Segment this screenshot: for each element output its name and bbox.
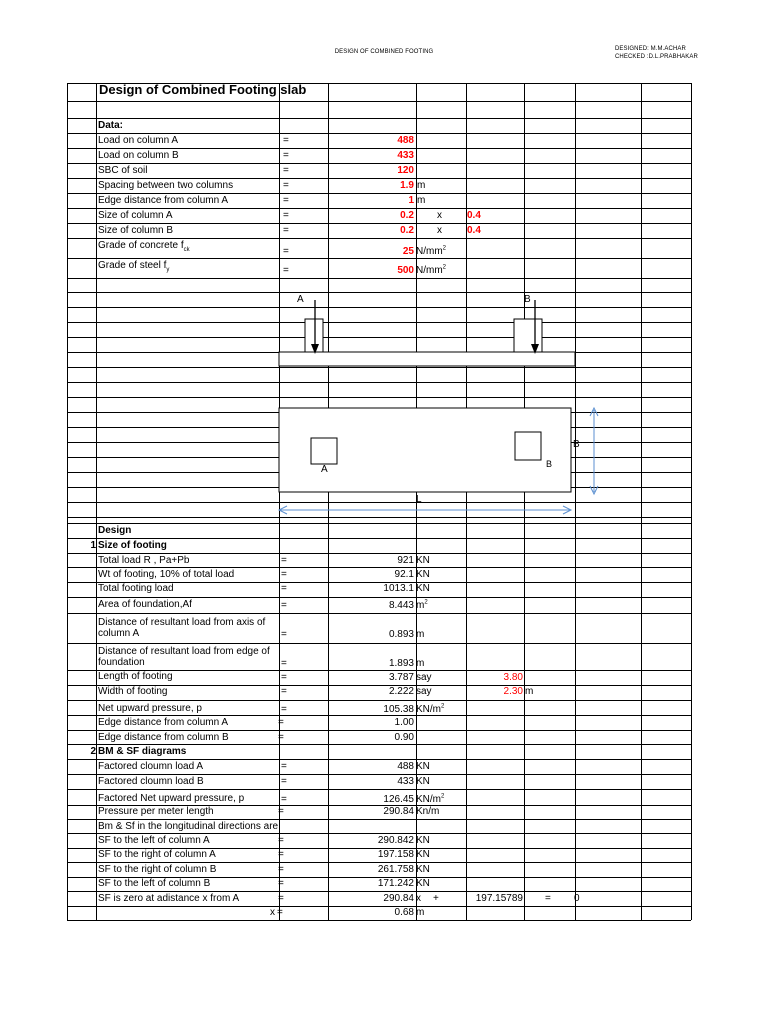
value-spacing: 1.9 [400, 180, 414, 191]
eq-sign: = [281, 672, 287, 683]
value-factored-pressure: 126.45 [383, 794, 414, 805]
value-sf-right-b: 261.758 [377, 864, 414, 875]
x-label: x [270, 907, 275, 918]
eq-sign: = [278, 849, 284, 860]
value-area: 8.443 [388, 600, 414, 611]
eq-sign: = [283, 165, 289, 176]
label-sf-right-a: SF to the right of column A [98, 849, 216, 860]
value-x: 0.68 [394, 907, 414, 918]
label-sbc: SBC of soil [98, 165, 148, 176]
eq-sign-2: = [545, 893, 551, 904]
label-net-pressure: Net upward pressure, p [98, 703, 202, 714]
times-sign: x [437, 210, 442, 221]
value-factored-a: 488 [397, 761, 414, 772]
checked-by: CHECKED :D.L.PRABHAKAR [615, 54, 698, 60]
value-pressure-per-m: 290.84 [383, 806, 414, 817]
label-factored-b: Factored cloumn load B [98, 776, 204, 787]
label-wt-footing: Wt of footing, 10% of total load [98, 569, 235, 580]
say-width: say [416, 686, 432, 697]
value-load-b: 433 [397, 150, 414, 161]
eq-sign: = [283, 246, 289, 257]
unit-dist-axis: m [416, 629, 425, 640]
eq-sign: = [277, 907, 283, 918]
unit-width-say: m [525, 686, 534, 697]
eq-sign: = [278, 878, 284, 889]
label-fck: Grade of concrete $f_{ck}$ [98, 240, 190, 253]
label-dist-axis: Distance of resultant load from axis of column A [98, 617, 266, 639]
footing-elevation-slab [279, 352, 575, 366]
unit-sf-right-b: KN [416, 864, 430, 875]
eq-sign: = [278, 864, 284, 875]
unit-spacing: m [417, 180, 426, 191]
eq-sign: = [281, 658, 287, 669]
label-bm-sf: Bm & Sf in the longitudinal directions are [98, 821, 279, 832]
label-sf-left-a: SF to the left of column A [98, 835, 210, 846]
unit-total-footing-load: KN [416, 583, 430, 594]
label-load-a: Load on column A [98, 135, 179, 146]
dimension-l: L [416, 494, 422, 505]
data-heading: Data: [98, 120, 124, 131]
unit-fy: $N/mm^2$ [416, 264, 447, 276]
label-edge-a: Edge distance from column A [98, 717, 229, 728]
value-width: 2.222 [388, 686, 414, 697]
unit-total-load: KN [416, 555, 430, 566]
value-fck: 25 [402, 246, 414, 257]
eq-sign: = [281, 600, 287, 611]
unit-wt-footing: KN [416, 569, 430, 580]
unit-sf-left-a: KN [416, 835, 430, 846]
value-total-load: 921 [397, 555, 414, 566]
say-length: say [416, 672, 432, 683]
section-2-title: BM & SF diagrams [98, 746, 187, 757]
label-sf-right-b: SF to the right of column B [98, 864, 217, 875]
sheet-title: Design of Combined Footing slab [99, 82, 307, 97]
value-length: 3.787 [388, 672, 414, 683]
value-sbc: 120 [397, 165, 414, 176]
value-col-a-2: 0.4 [467, 210, 481, 221]
value-sf-left-a: 290.842 [377, 835, 414, 846]
unit-edge: m [417, 195, 426, 206]
unit-area: $m^2$ [416, 599, 428, 611]
eq-sign: = [281, 555, 287, 566]
value-sf-left-b: 171.242 [377, 878, 414, 889]
header-center: DESIGN OF COMBINED FOOTING [334, 49, 434, 55]
unit-sf-right-a: KN [416, 849, 430, 860]
value-width-say: 2.30 [503, 686, 523, 697]
eq-sign: = [278, 806, 284, 817]
eq-sign: = [283, 150, 289, 161]
label-fy: Grade of steel $f_y$ [98, 260, 170, 273]
eq-sign: = [283, 135, 289, 146]
unit-pressure-per-m: Kn/m [416, 806, 440, 817]
diagram-label-a: A [297, 294, 304, 305]
label-total-load: Total load R , Pa+Pb [98, 555, 190, 566]
value-edge-a: 1.00 [394, 717, 414, 728]
section-1-title: Size of footing [98, 540, 167, 551]
value-sf-zero-2: 197.15789 [475, 893, 523, 904]
unit-net-pressure: $KN/m^2$ [416, 703, 445, 715]
eq-sign: = [281, 704, 287, 715]
value-fy: 500 [397, 265, 414, 276]
label-load-b: Load on column B [98, 150, 179, 161]
value-edge-b: 0.90 [394, 732, 414, 743]
column-b-plan [515, 432, 541, 460]
section-1-number: 1 [90, 540, 96, 551]
times-sign: x [437, 225, 442, 236]
value-net-pressure: 105.38 [383, 704, 414, 715]
eq-sign: = [281, 794, 287, 805]
label-width: Width of footing [98, 686, 168, 697]
dimension-b: B [573, 439, 580, 450]
eq-sign: = [281, 761, 287, 772]
value-wt-footing: 92.1 [394, 569, 414, 580]
eq-sign: = [278, 835, 284, 846]
section-2-number: 2 [90, 746, 96, 757]
diagram-label-b: B [524, 294, 531, 305]
unit-dist-edge: m [416, 658, 425, 669]
plus-sign: + [433, 893, 439, 904]
eq-sign: = [283, 195, 289, 206]
column-b-elevation [514, 319, 542, 352]
value-col-a-1: 0.2 [400, 210, 414, 221]
value-total-footing-load: 1013.1 [383, 583, 414, 594]
eq-sign: = [281, 629, 287, 640]
eq-sign: = [283, 210, 289, 221]
unit-sf-left-b: KN [416, 878, 430, 889]
label-col-a: Size of column A [98, 210, 173, 221]
value-dist-edge: 1.893 [388, 658, 414, 669]
label-pressure-per-m: Pressure per meter length [98, 806, 214, 817]
label-spacing: Spacing between two columns [98, 180, 234, 191]
eq-sign: = [281, 776, 287, 787]
eq-sign: = [283, 225, 289, 236]
value-col-b-2: 0.4 [467, 225, 481, 236]
label-area: Area of foundation,Af [98, 599, 192, 610]
eq-sign: = [278, 893, 284, 904]
eq-sign: = [278, 717, 284, 728]
unit-factored-a: KN [416, 761, 430, 772]
unit-fck: $N/mm^2$ [416, 245, 447, 257]
label-length: Length of footing [98, 671, 173, 682]
eq-sign: = [281, 686, 287, 697]
label-factored-pressure: Factored Net upward pressure, p [98, 793, 245, 804]
unit-factored-pressure: $KN/m^2$ [416, 793, 445, 805]
label-col-b: Size of column B [98, 225, 174, 236]
value-load-a: 488 [397, 135, 414, 146]
design-heading: Design [98, 525, 132, 536]
label-total-footing-load: Total footing load [98, 583, 174, 594]
eq-sign: = [283, 180, 289, 191]
x-symbol: x [416, 893, 421, 904]
eq-sign: = [281, 569, 287, 580]
label-edge: Edge distance from column A [98, 195, 229, 206]
value-sf-zero: 290.84 [383, 893, 414, 904]
plan-label-a: A [321, 464, 328, 475]
value-sf-right-a: 197.158 [377, 849, 414, 860]
label-edge-b: Edge distance from column B [98, 732, 229, 743]
designed-by: DESIGNED: M.M.ACHAR [615, 46, 686, 52]
value-edge: 1 [408, 195, 414, 206]
eq-sign: = [278, 732, 284, 743]
label-sf-zero: SF is zero at adistance x from A [98, 893, 240, 904]
label-factored-a: Factored cloumn load A [98, 761, 204, 772]
eq-sign: = [281, 583, 287, 594]
value-factored-b: 433 [397, 776, 414, 787]
unit-factored-b: KN [416, 776, 430, 787]
unit-x: m [416, 907, 425, 918]
label-sf-left-b: SF to the left of column B [98, 878, 211, 889]
plan-label-b: B [546, 459, 553, 469]
label-dist-edge: Distance of resultant load from edge of foundation [98, 646, 270, 668]
zero-value: 0 [574, 893, 580, 904]
value-col-b-1: 0.2 [400, 225, 414, 236]
value-dist-axis: 0.893 [388, 629, 414, 640]
value-length-say: 3.80 [503, 672, 523, 683]
column-a-plan [311, 438, 337, 464]
eq-sign: = [283, 265, 289, 276]
